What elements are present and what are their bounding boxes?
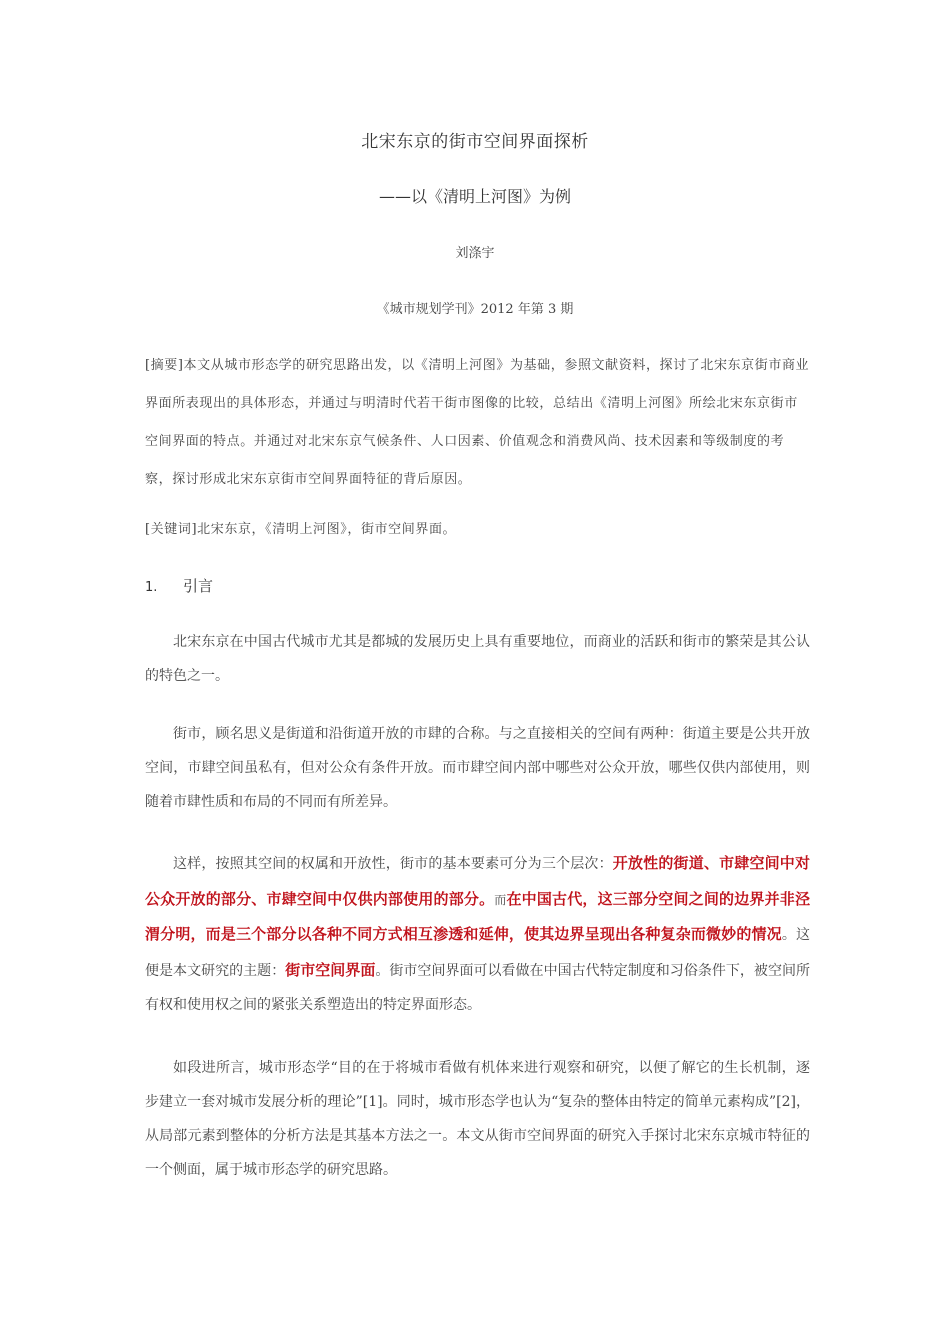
publication-source: 《城市规划学刊》2012 年第 3 期 <box>376 302 574 317</box>
section-title: 引言 <box>183 577 214 595</box>
body-paragraph-3 <box>145 846 810 1023</box>
p3-text-c: 而 <box>494 892 507 907</box>
author-name: 刘涤宇 <box>455 246 495 261</box>
section-heading <box>145 575 213 596</box>
p3-text-g: 。街市空间界面可以看做在中国古代特定制度和习俗条件下，被空间所有权和使用权之间的紧张关系塑造出的特定界面形态。 <box>145 962 810 1013</box>
article-subtitle: ——以《清明上河图》为例 <box>378 187 571 206</box>
body-paragraph-4: 如段进所言，城市形态学“目的在于将城市看做有机体来进行观察和研究，以便了解它的生长机制，逐步建立一套对城市发展分析的理论”[1]。同时，城市形态学也认为“复杂的整体由特定的简单元素构成”[2]，从局部元素到整体的分析方法是其基本方法之一。本文从街市空间界面的研究入手探讨北宋东京城市特征的一个侧面，属于城市形态学的研究思路。 <box>145 1060 810 1178</box>
article-title: 北宋东京的街市空间界面探析 <box>361 132 589 152</box>
p3-highlight-3: 街市空间界面 <box>285 960 376 979</box>
p3-text-a: 这样，按照其空间的权属和开放性，街市的基本要素可分为三个层次： <box>173 856 613 872</box>
p3-highlight-2: 在中国古代，这三部分空间之间的边界并非泾渭分明，而是三个部分以各种不同方式相互渗透和延伸，使其边界呈现出各种复杂而微妙的情况 <box>145 889 810 943</box>
p3-text-e: 。这便是本文研究的主题： <box>145 927 810 979</box>
p3-highlight-1: 开放性的街道、市肆空间中对公众开放的部分、市肆空间中仅供内部使用的部分。 <box>145 854 810 908</box>
body-paragraph-1: 北宋东京在中国古代城市尤其是都城的发展历史上具有重要地位，而商业的活跃和街市的繁荣是其公认的特色之一。 <box>145 634 810 684</box>
section-number: 1. <box>145 580 158 595</box>
abstract-paragraph: [摘要]本文从城市形态学的研究思路出发，以《清明上河图》为基础，参照文献资料，探讨了北宋东京街市商业界面所表现出的具体形态，并通过与明清时代若干街市图像的比较，总结出《清明上河图》所绘北宋东京街市空间界面的特点。并通过对北宋东京气候条件、人口因素、价值观念和消费风尚、技术因素和等级制度的考察，探讨形成北宋东京街市空间界面特征的背后原因。 <box>145 358 810 487</box>
body-paragraph-2: 街市，顾名思义是街道和沿街道开放的市肆的合称。与之直接相关的空间有两种：街道主要是公共开放空间，市肆空间虽私有，但对公众有条件开放。而市肆空间内部中哪些对公众开放，哪些仅供内部使用，则随着市肆性质和布局的不同而有所差异。 <box>145 726 810 810</box>
keywords-line: [关键词]北宋东京，《清明上河图》，街市空间界面。 <box>145 522 457 537</box>
